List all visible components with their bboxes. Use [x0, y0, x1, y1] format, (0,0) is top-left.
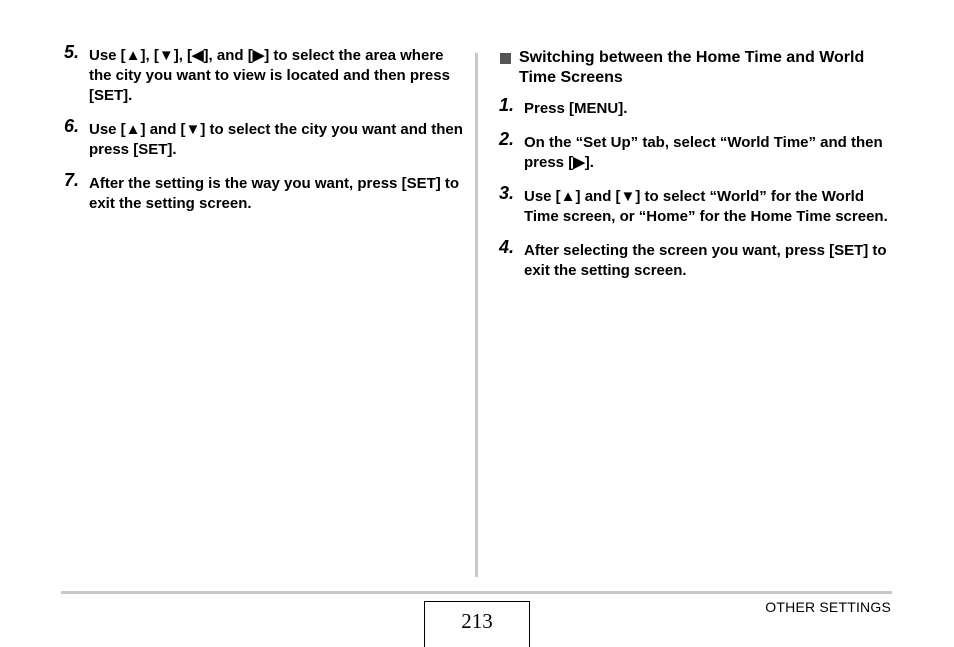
step-3 — [499, 183, 899, 227]
step-5 — [64, 42, 464, 106]
square-bullet-icon — [500, 53, 511, 64]
step-number: 4. — [499, 237, 515, 257]
step-number: 1. — [499, 95, 515, 115]
step-2 — [499, 129, 899, 173]
step-text: Press [MENU]. — [524, 100, 628, 117]
step-number: 7. — [64, 170, 80, 190]
footer-rule — [61, 591, 892, 594]
step-number: 6. — [64, 116, 80, 136]
step-text: On the “Set Up” tab, select “World Time” and then press [▶]. — [524, 134, 883, 171]
step-6 — [64, 116, 464, 160]
step-text: After the setting is the way you want, press [SET] to exit the setting screen. — [89, 175, 460, 212]
section-heading — [499, 48, 899, 88]
step-text: Use [▲] and [▼] to select the city you want and then press [SET]. — [89, 121, 463, 158]
step-number: 3. — [499, 183, 515, 203]
step-number: 2. — [499, 129, 515, 149]
step-4 — [499, 237, 899, 281]
step-7 — [64, 170, 464, 214]
section-heading-text: Switching between the Home Time and World Time Screens — [519, 49, 865, 86]
step-number: 5. — [64, 42, 80, 62]
column-divider — [475, 53, 478, 577]
page-number: 213 — [424, 601, 530, 647]
step-text: Use [▲] and [▼] to select “World” for the World Time screen, or “Home” for the Home Time screen. — [524, 188, 888, 225]
left-column — [64, 42, 464, 228]
step-text: After selecting the screen you want, press [SET] to exit the setting screen. — [524, 242, 887, 279]
step-1 — [499, 95, 899, 119]
step-text: Use [▲], [▼], [◀], and [▶] to select the area where the city you want to view is located and then press [SET]. — [89, 47, 450, 104]
footer-section-label: OTHER SETTINGS — [765, 599, 891, 615]
right-column — [499, 46, 899, 295]
